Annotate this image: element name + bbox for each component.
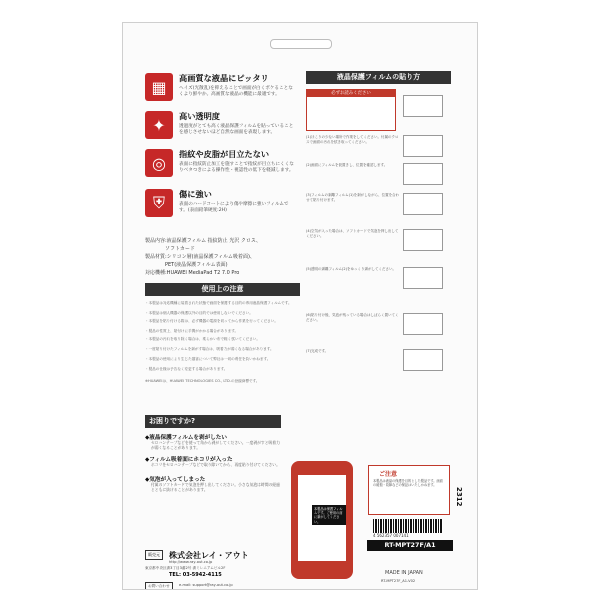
protect-sticker: 本製品は保護フィルムです。ご使用の前に剥がしてください。 <box>312 505 346 525</box>
version-code: RT-MPT27F_A1-V02 <box>381 579 416 583</box>
trouble-question: ◆気泡が入ってしまった <box>145 477 206 483</box>
phone-screen <box>298 475 346 561</box>
spec-line: PET(液晶保護フィルム表面) <box>145 262 228 268</box>
caution-title: ご注意 <box>379 471 398 478</box>
usage-title: 使用上の注意 <box>145 283 300 296</box>
usage-note: ・本製品の使用により生じた損害について弊社は一切の責任を負いかねます。 <box>145 357 271 361</box>
feature-desc: ヘイズ(光散乱)を抑えることで画面が白くボケることなくより鮮やか。高画質な液晶の機能に最適です。 <box>179 86 293 98</box>
usage-note: ・製品の仕様は予告なく変更する場合があります。 <box>145 367 228 371</box>
seller-label: 販売元 <box>145 550 163 560</box>
trouble-answer: セロハンテープなどを使って角から剥がしてください。一度剥がすと吸着力が弱くなることがあります。 <box>151 440 280 450</box>
fingerprint-icon: ◎ <box>145 149 173 177</box>
usage-note: ・本製品の汚れを取り除く場合は、柔らかい布で軽く拭いてください。 <box>145 337 260 341</box>
film-icon: ▦ <box>145 73 173 101</box>
spec-line: 製品内容:液晶保護フィルム 指紋防止 光沢 クロス、 <box>145 238 262 244</box>
shield-icon: ⛨ <box>145 189 173 217</box>
vertical-code: 2312 <box>455 487 463 507</box>
product-code: RT-MPT27F/A1 <box>367 540 453 551</box>
feature-desc: 表面のハードコートにより傷や摩擦に強いフィルムです。(表面鉛筆硬度:2H) <box>179 202 289 214</box>
feature-title: 高い透明度 <box>179 111 220 121</box>
alert-box <box>306 89 396 131</box>
maker-info <box>145 550 355 580</box>
spec-line: ソフトカード <box>145 246 195 252</box>
howto-step: (3)フィルムの剥離フィルム(1)を剥がしながら、位置を合わせて貼り付けます。 <box>306 193 400 202</box>
usage-note: ・一度貼り付けたフィルムを剥がす場合は、吸着力が弱くなる場合があります。 <box>145 347 274 351</box>
step-illustration <box>403 267 443 289</box>
feature-title: 高画質な液晶にピッタリ <box>179 73 269 83</box>
feature-title: 指紋や皮脂が目立たない <box>179 149 270 159</box>
howto-step: (6)貼り付け後、気泡が残っている場合はしばらく置いてください。 <box>306 313 399 322</box>
step-illustration <box>403 163 443 185</box>
company-name: 株式会社レイ・アウト <box>169 551 249 560</box>
trouble-answer: ホコリをセロハンテープなどで取り除いてから、再度貼り付けてください。 <box>151 462 280 467</box>
step-illustration <box>403 135 443 157</box>
howto-step: (5)透明の剥離フィルム(2)をゆっくり剥がしてください。 <box>306 267 396 271</box>
trouble-question: ◆液晶保護フィルムを剥がしたい <box>145 435 227 441</box>
caution-text: 本製品は液晶の保護を目的とした製品です。画面の破損・故障などの保証はいたしかねます。 <box>373 479 443 488</box>
trouble-answer: 付属のソフトカードで気泡を押し出してください。小さな気泡は時間の経過とともに抜けることがあります。 <box>151 482 280 492</box>
spec-line: 製品材質:シリコン層(液晶保護フィルム吸着面)、 <box>145 254 255 260</box>
usage-note: ・本製品は対応機種に装着された状態で画面を保護する目的の専用液晶保護フィルムです。 <box>145 301 292 305</box>
step-illustration <box>403 193 443 215</box>
usage-note: ・本製品を貼り付ける際は、必ず機器の電源を切ってから作業を行ってください。 <box>145 319 278 323</box>
company-email: e-mail: support@ray-out.co.jp <box>179 583 233 587</box>
hang-hole <box>270 39 332 49</box>
trouble-title: お困りですか? <box>145 415 281 428</box>
feature-desc: 透過度がとても高く液晶保護フィルムを貼っていることを感じさせないほど自然な画面を表現します。 <box>179 124 294 136</box>
trademark-note: ※HUAWEIは、HUAWEI TECHNOLOGIES CO., LTD.の登録商標です。 <box>145 379 260 383</box>
step-illustration <box>403 349 443 371</box>
howto-title: 液晶保護フィルムの貼り方 <box>306 71 451 84</box>
step-illustration <box>403 95 443 117</box>
feature-title: 傷に強い <box>179 189 212 199</box>
company-tel: TEL: 03-5942-4115 <box>169 572 222 578</box>
howto-step: (4)空気が入った場合は、ソフトカードで気泡を押し出してください。 <box>306 229 399 238</box>
made-in: MADE IN JAPAN <box>385 570 423 576</box>
howto-step: (2)画面にフィルムを仮置きし、位置を確認します。 <box>306 163 388 167</box>
usage-note: ・本製品は個人機器の保護以外の目的では使用しないでください。 <box>145 311 253 315</box>
howto-step: (1)ほこりの少ない場所で作業をしてください。付属のクロスで画面の汚れを拭き取ってください。 <box>306 135 399 144</box>
usage-note: ・製品の性質上、貼付けに手間がかかる場合があります。 <box>145 329 239 333</box>
trouble-question: ◆フィルム吸着面にホコリが入った <box>145 457 233 463</box>
company-url: http://www.ray-out.co.jp <box>169 560 213 564</box>
barcode-number: 4 562357 007141 <box>373 533 409 538</box>
sparkle-icon: ✦ <box>145 111 173 139</box>
howto-step: (7)完成です。 <box>306 349 329 353</box>
package-back <box>122 22 478 590</box>
step-illustration <box>403 229 443 251</box>
step-illustration <box>403 313 443 335</box>
barcode <box>373 519 443 533</box>
spec-line: 対応機種:HUAWEI MediaPad T2 7.0 Pro <box>145 270 240 276</box>
contact-label: お問い合わせ <box>145 582 173 590</box>
alert-title: 必ずお読みください <box>307 90 395 97</box>
company-address: 東京都中央区湊3丁目3番2号 湊ミレニアムビル2F <box>145 566 226 570</box>
caution-box <box>368 465 450 515</box>
feature-desc: 表面に指紋防止加工を施すことで指紋が目立ちにくくなりべタつきによる操作性・視認性の低下を軽減します。 <box>179 162 294 174</box>
